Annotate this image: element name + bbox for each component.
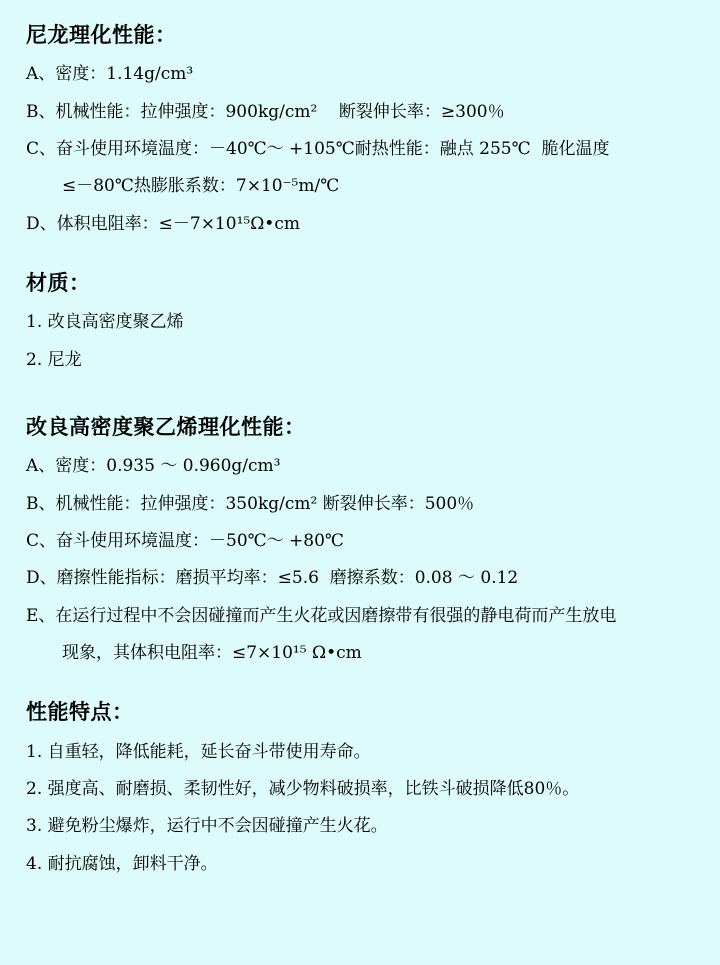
property-line: D、磨擦性能指标：磨损平均率：≤5.6 磨擦系数：0.08 ～ 0.12 <box>26 568 519 589</box>
material-item: 2. 尼龙 <box>26 349 82 370</box>
section-heading: 尼龙理化性能： <box>26 23 177 47</box>
section-hdpe-properties <box>26 414 694 666</box>
property-line-continuation: ≤－80℃热膨胀系数：7×10⁻⁵m/℃ <box>62 176 340 197</box>
material-item: 1. 改良高密度聚乙烯 <box>26 312 184 333</box>
property-line: D、体积电阻率：≤－7×10¹⁵Ω•cm <box>26 213 300 234</box>
property-line: C、奋斗使用环境温度：－40℃～ +105℃耐热性能：融点 255℃ 脆化温度 <box>26 138 610 159</box>
feature-item: 2. 强度高、耐磨损、柔韧性好，减少物料破损率，比铁斗破损降低80％。 <box>26 779 580 799</box>
feature-item: 1. 自重轻，降低能耗，延长奋斗带使用寿命。 <box>26 741 371 762</box>
property-line: A、密度：1.14g/cm³ <box>26 64 194 85</box>
section-spacer <box>26 677 694 699</box>
section-nylon-properties <box>26 22 694 237</box>
section-material <box>26 270 694 373</box>
property-line: C、奋斗使用环境温度：－50℃～ +80℃ <box>26 530 344 551</box>
section-heading: 性能特点： <box>26 700 134 725</box>
feature-item: 3. 避免粉尘爆炸，运行中不会因碰撞产生火花。 <box>26 816 388 837</box>
section-features <box>26 699 694 877</box>
section-spacer <box>26 384 694 414</box>
property-line: B、机械性能：拉伸强度：350kg/cm² 断裂伸长率：500％ <box>26 493 475 514</box>
section-spacer <box>26 248 694 270</box>
property-line: A、密度：0.935 ～ 0.960g/cm³ <box>26 456 281 477</box>
section-heading: 材质： <box>26 271 91 296</box>
section-heading: 改良高密度聚乙烯理化性能： <box>26 415 306 439</box>
feature-item: 4. 耐抗腐蚀，卸料干净。 <box>26 853 218 874</box>
property-line-continuation: 现象，其体积电阻率：≤7×10¹⁵ Ω•cm <box>62 643 362 664</box>
property-line: B、机械性能：拉伸强度：900kg/cm² 断裂伸长率：≥300％ <box>26 101 505 122</box>
property-line: E、在运行过程中不会因碰撞而产生火花或因磨擦带有很强的静电荷而产生放电 <box>26 605 617 626</box>
